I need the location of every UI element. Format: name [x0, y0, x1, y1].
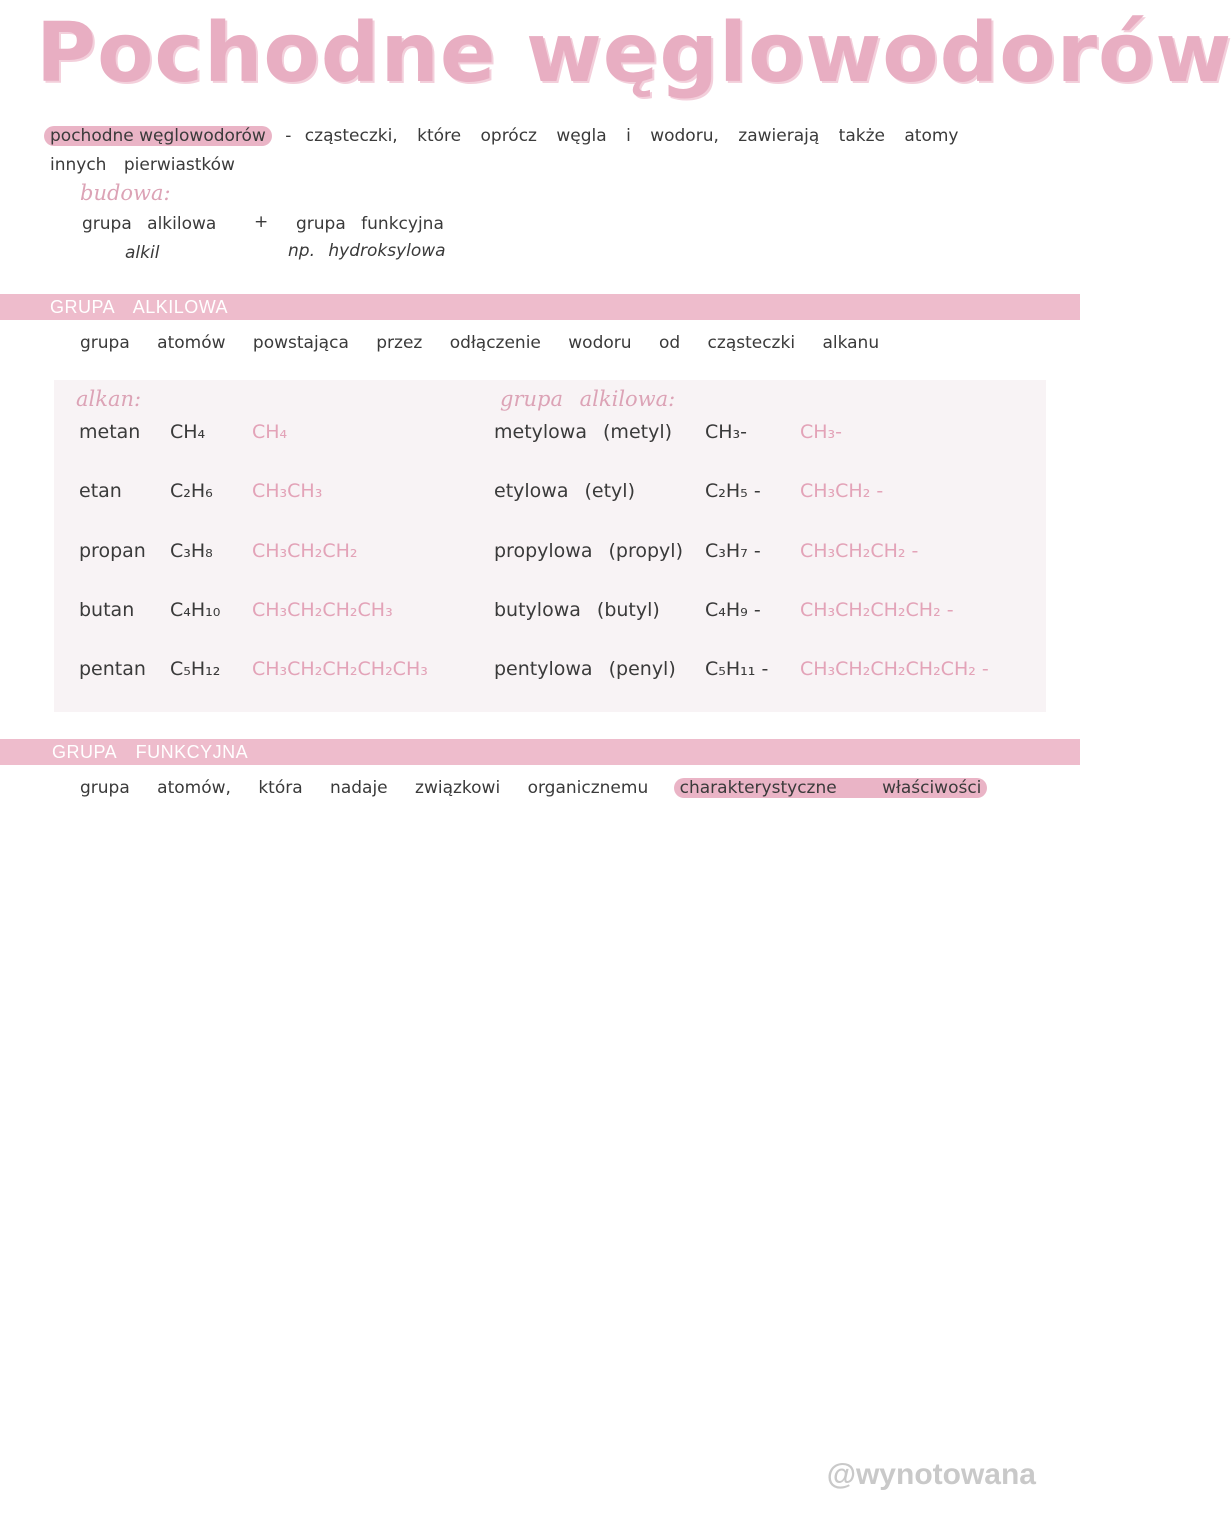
alkan-name: propan: [79, 540, 146, 562]
alkyl-section-description: grupa atomów powstająca przez odłączenie wodoru od cząsteczki alkanu: [80, 333, 880, 353]
alkan-name: butan: [79, 599, 135, 621]
definition-term: pochodne węglowodorów: [44, 126, 272, 146]
alkyl-column-header: grupa alkilowa:: [500, 387, 676, 411]
alkyl-section-heading: GRUPA ALKILOWA: [50, 297, 229, 317]
alkyl-group-structure: CH₃-: [800, 421, 843, 443]
alkan-name: pentan: [79, 658, 146, 680]
alkan-name: etan: [79, 480, 122, 502]
budowa-alkil: alkil: [125, 243, 160, 263]
definition-line-2: innych pierwiastków: [50, 155, 235, 175]
alkyl-group-name: etylowa (etyl): [494, 480, 635, 502]
alkan-formula: C₃H₈: [170, 540, 213, 562]
alkyl-group-formula: C₅H₁₁ -: [705, 658, 769, 680]
alkyl-group-name: propylowa (propyl): [494, 540, 683, 562]
alkyl-group-formula: C₃H₇ -: [705, 540, 761, 562]
budowa-label: budowa:: [80, 181, 171, 205]
definition-line-1: [44, 126, 958, 146]
alkan-formula: CH₄: [170, 421, 206, 443]
definition-text: cząsteczki, które oprócz węgla i wodoru, zawierają także atomy: [304, 126, 959, 146]
alkan-structure: CH₃CH₃: [252, 480, 323, 502]
functional-description: grupa atomów, która nadaje związkowi organicznemu: [80, 778, 649, 798]
alkyl-group-name: pentylowa (penyl): [494, 658, 676, 680]
definition-dash: -: [285, 126, 292, 146]
functional-highlight: charakterystyczne właściwości: [674, 778, 988, 798]
watermark: @wynotowana: [826, 1458, 1036, 1491]
alkan-formula: C₂H₆: [170, 480, 213, 502]
alkyl-group-formula: CH₃-: [705, 421, 748, 443]
functional-section-heading: GRUPA FUNKCYJNA: [52, 742, 249, 762]
alkan-structure: CH₃CH₂CH₂CH₂CH₃: [252, 658, 428, 680]
alkyl-group-name: metylowa (metyl): [494, 421, 673, 443]
alkyl-group-name: butylowa (butyl): [494, 599, 660, 621]
page-title: Pochodne węglowodorów: [36, 6, 1232, 101]
alkyl-group-structure: CH₃CH₂CH₂ -: [800, 540, 919, 562]
alkan-structure: CH₄: [252, 421, 288, 443]
alkyl-group-structure: CH₃CH₂CH₂CH₂CH₂ -: [800, 658, 989, 680]
alkyl-group-structure: CH₃CH₂CH₂CH₂ -: [800, 599, 954, 621]
alkyl-group-structure: CH₃CH₂ -: [800, 480, 884, 502]
budowa-plus: +: [254, 212, 269, 232]
budowa-example: np. hydroksylowa: [288, 241, 446, 261]
functional-section-line: [80, 778, 987, 798]
alkan-name: metan: [79, 421, 141, 443]
alkyl-group-formula: C₄H₉ -: [705, 599, 761, 621]
alkan-structure: CH₃CH₂CH₂: [252, 540, 358, 562]
budowa-functional-group: grupa funkcyjna: [296, 214, 444, 234]
alkan-formula: C₅H₁₂: [170, 658, 221, 680]
budowa-alkyl-group: grupa alkilowa: [82, 214, 217, 234]
alkan-structure: CH₃CH₂CH₂CH₃: [252, 599, 393, 621]
alkan-column-header: alkan:: [76, 387, 142, 411]
alkan-formula: C₄H₁₀: [170, 599, 221, 621]
alkyl-group-formula: C₂H₅ -: [705, 480, 761, 502]
